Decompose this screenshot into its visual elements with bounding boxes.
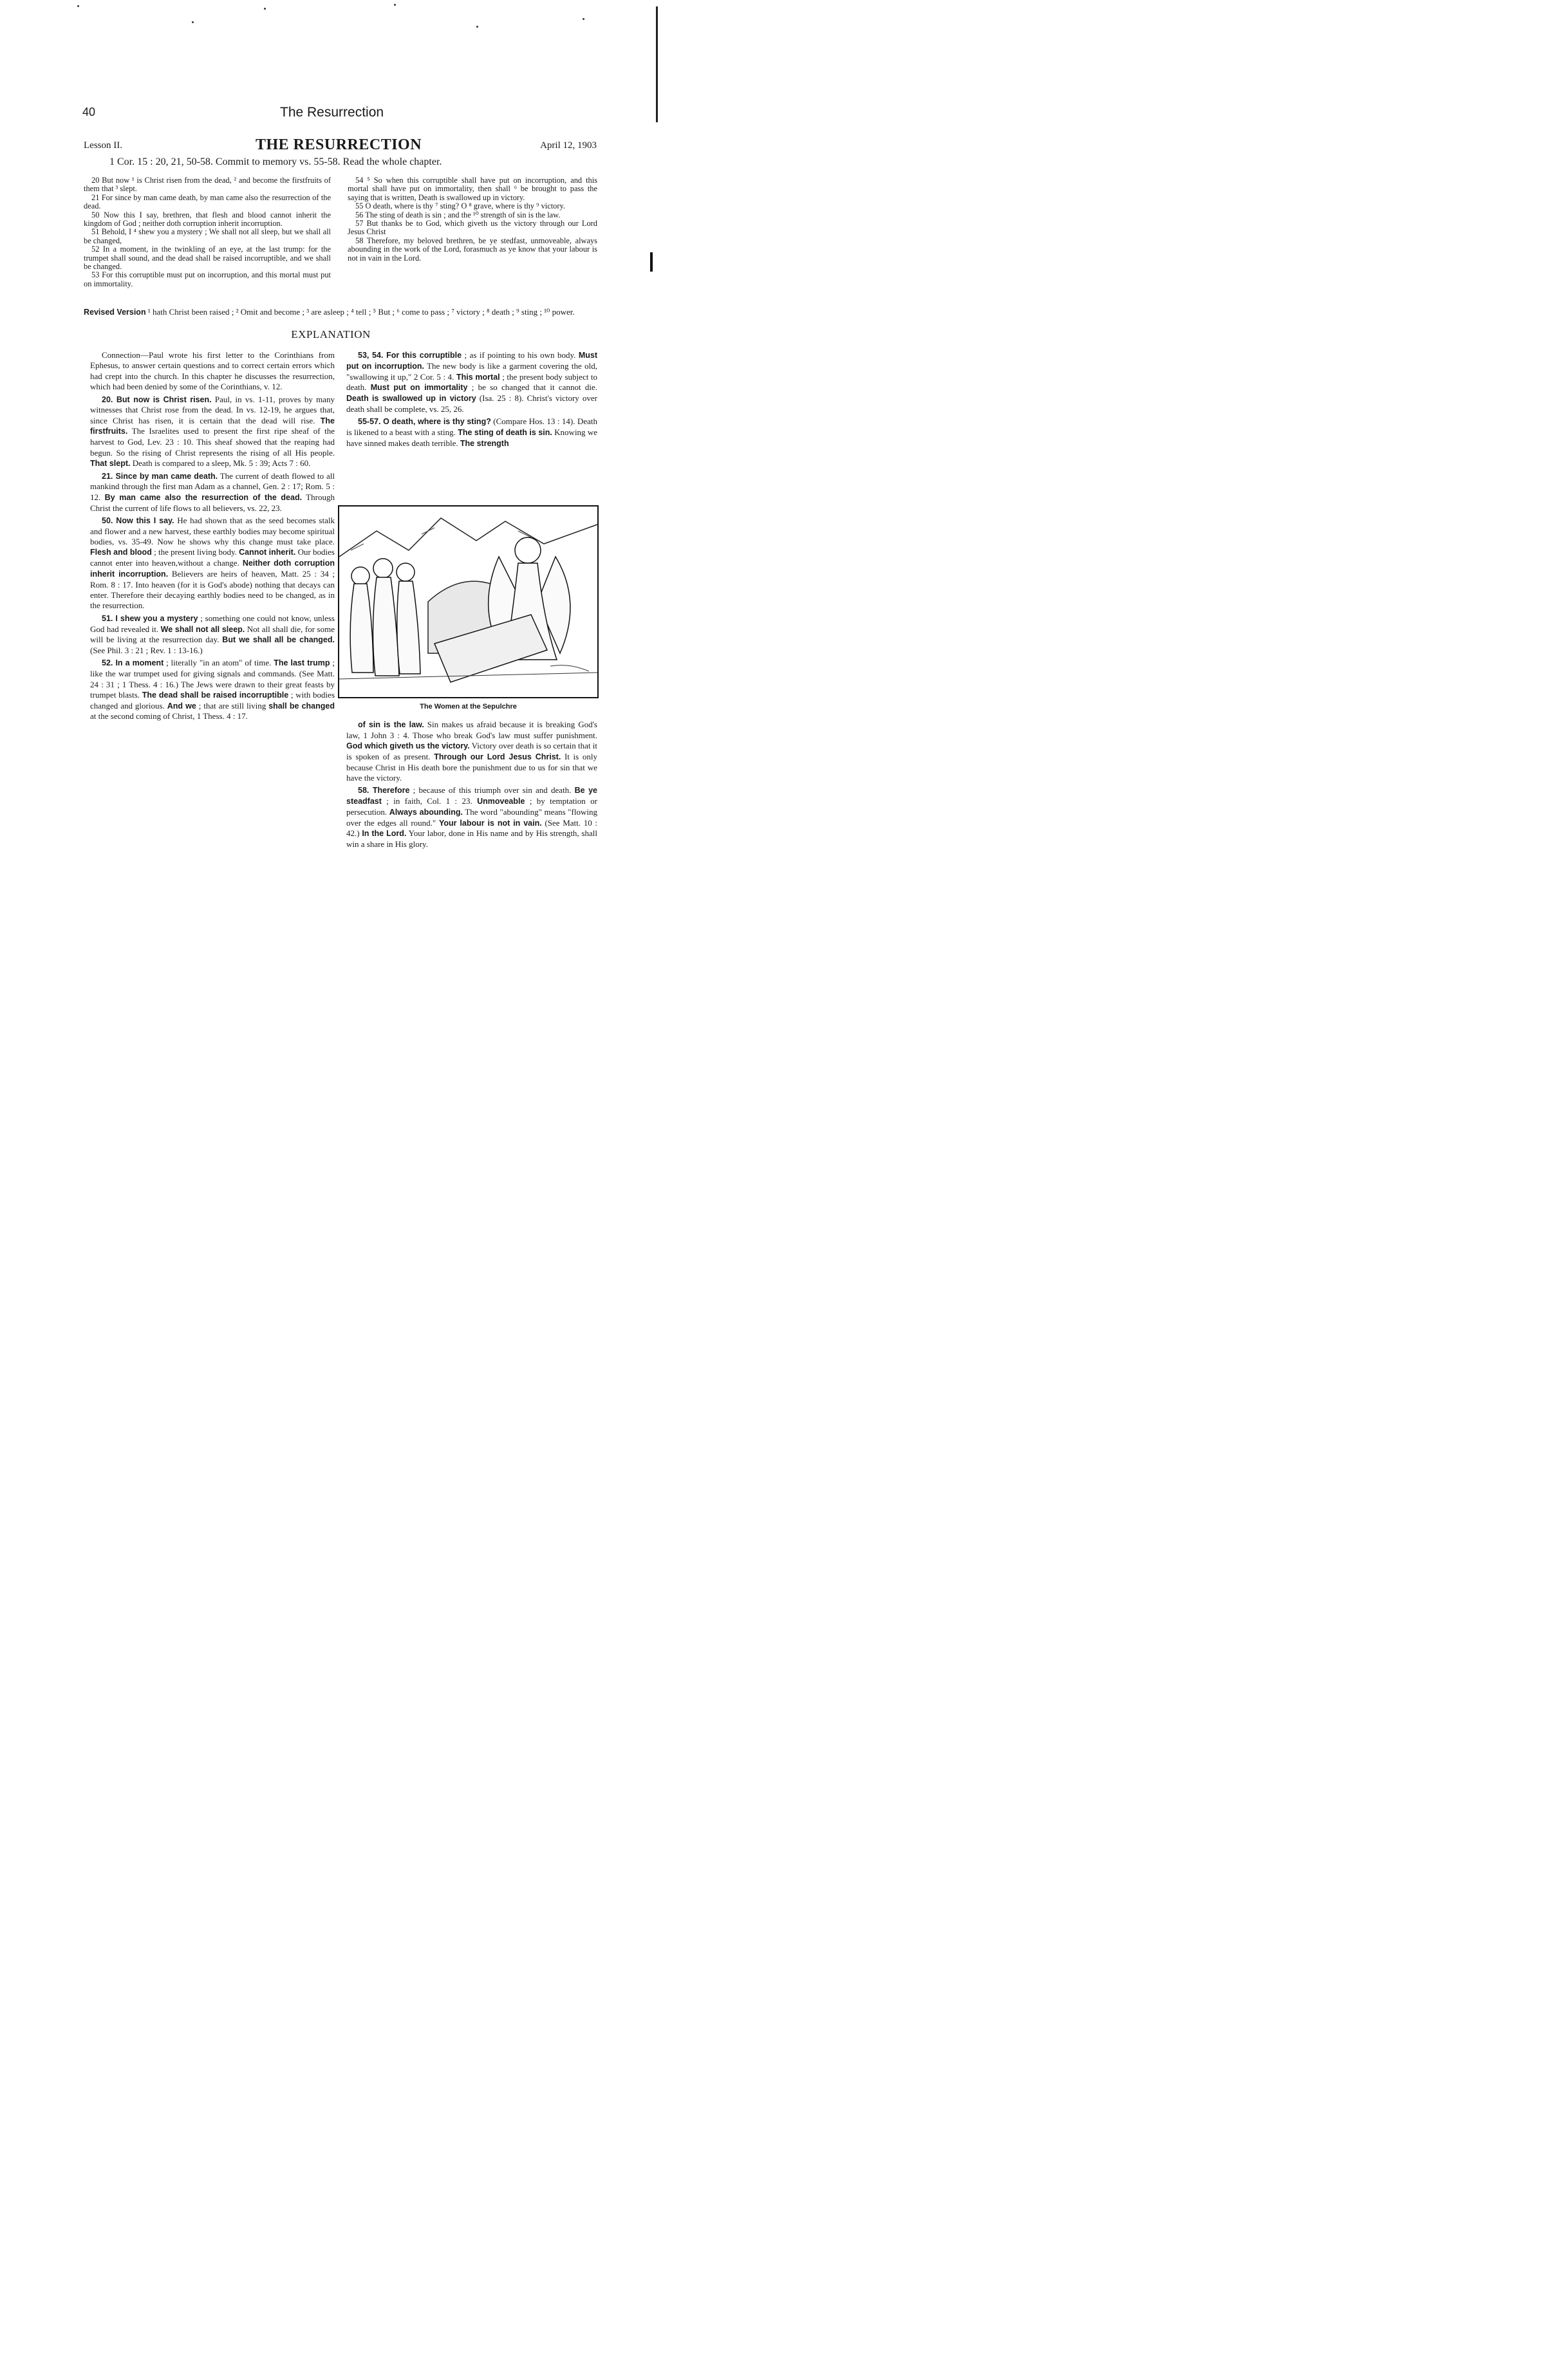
text-run: Through Christ the current of life flows to all believers, vs. 22, 23. [90,492,335,513]
bold-phrase: We shall not all sleep. [160,624,245,634]
bold-phrase: Cannot inherit. [239,548,296,557]
scripture-column-right [348,176,597,263]
bold-phrase: 53, 54. For this corruptible [358,351,462,360]
lesson-title: THE RESURRECTION [256,136,422,153]
text-run: The word "abounding" means "flowing over the edges all round." [346,806,597,828]
text-run: ; literally "in an atom" of time. [163,658,274,668]
figure-caption: The Women at the Sepulchre [420,703,517,711]
verse: 55 O death, where is thy ⁷ sting? O ⁸ grave, where is thy ⁹ victory. [355,201,565,211]
text-run: (See Phil. 3 : 21 ; Rev. 1 : 13-16.) [90,646,203,655]
revised-version-label: Revised Version [84,308,146,317]
margin-mark [650,252,653,272]
page-number: 40 [82,106,96,118]
text-run: Death is compared to a sleep, Mk. 5 : 39; Acts 7 : 60. [130,458,311,468]
lesson-heading [84,136,597,153]
text-run: at the second coming of Christ, 1 Thess. 4 : 17. [90,711,248,721]
explanation-paragraph [90,395,335,469]
verse: 54 ⁵ So when this corruptible shall have put on incorruption, and this mortal shall have put on immortality, then shall ⁶ be brought to pass the saying that is written, Death is swallowed up in victory. [348,176,597,202]
text-run: Our bodies cannot enter into heaven,without a change. [90,547,335,568]
explanation-paragraph [346,785,597,850]
verse: 20 But now ¹ is Christ risen from the dead, ² and become the firstfruits of them that ³ slept. [84,176,331,194]
explanation-paragraph [90,658,335,721]
bold-phrase: Must put on immortality [370,383,468,393]
text-run: Your labor, done in His name and by His strength, shall win a share in His glory. [346,828,597,850]
explanation-heading: EXPLANATION [291,328,371,340]
running-head [82,106,597,125]
text-run: Paul wrote his first letter to the Corinthians from Ephesus, to answer certain questions and to correct certain errors which had crept into the church. In this chapter he discusses the resurrection, which had been denied by some of the Corinthians, v. 12. [90,350,335,392]
bold-phrase: Neither doth corruption inherit incorruption. [90,559,335,579]
verse: 51 Behold, I ⁴ shew you a mystery ; We shall not all sleep, but we shall all be changed, [84,227,331,245]
scan-artifacts [0,0,662,32]
scripture-column-left [84,176,331,288]
text-run: Not all shall die, for some will be living at the resurrection day. [90,624,335,645]
bold-phrase: The dead shall be raised incorruptible [142,690,289,700]
text-run: ; because of this triumph over sin and death. [409,785,575,795]
bold-phrase: of sin is the law. [358,720,424,729]
bold-phrase: The strength [460,438,509,448]
text-run: He had shown that as the seed becomes stalk and flower and a new harvest, these earthly bodies may become spiritual bodies, vs. 35-49. Now he shows why this change must take place. [90,515,335,546]
bold-phrase: The last trump [274,658,330,668]
bold-phrase: In the Lord. [362,829,407,839]
explanation-paragraph [346,416,597,449]
explanation-paragraph [90,516,335,611]
text-run: Paul, in vs. 1-11, proves by many witnesses that Christ rose from the dead. In vs. 12-19, he argues that, since Christ has risen, it is certain that the dead will rise. [90,394,335,425]
text-run: Connection— [102,350,149,360]
bold-phrase: Your labour is not in vain. [438,818,542,828]
text-run: ; be so changed that it cannot die. [467,382,597,393]
verse: 50 Now this I say, brethren, that flesh and blood cannot inherit the kingdom of God ; neither doth corruption inherit incorruption. [84,210,331,228]
explanation-column-left [90,350,335,724]
text-run: It is only because Christ in His death bore the punishment due to us for sin that we have the victory. [346,751,597,783]
bold-phrase: By man came also the resurrection of the dead. [104,492,303,502]
bold-phrase: Flesh and blood [90,548,152,557]
verse: 57 But thanks be to God, which giveth us the victory through our Lord Jesus Christ [348,218,597,237]
sepulchre-illustration [338,505,599,698]
running-title: The Resurrection [280,105,384,120]
printed-page [0,0,662,1006]
explanation-column-right-bottom [346,720,597,852]
verse: 52 In a moment, in the twinkling of an eye, at the last trump: for the trumpet shall sound, and the dead shall be raised incorruptible, and we shall be changed. [84,245,331,271]
scan-edge-rule [656,6,658,122]
explanation-column-right-top [346,350,597,451]
revised-version-text: ¹ hath Christ been raised ; ² Omit and become ; ³ are asleep ; ⁴ tell ; ⁵ But ; ⁶ come to pass ; ⁷ victory ; ⁸ death ; ⁹ sting ; ¹⁰ power. [145,307,575,317]
verse: 56 The sting of death is sin ; and the ¹⁰ strength of sin is the law. [355,210,561,219]
text-run: (Isa. 25 : 8). Christ's victory over death shall be complete, vs. 25, 26. [346,393,597,414]
text-run: ; with bodies changed and glorious. [90,689,335,711]
bold-phrase: This mortal [456,372,500,382]
text-run: ; as if pointing to his own body. [462,350,579,360]
text-run: ; by temptation or persecution. [346,796,597,817]
verse: 58 Therefore, my beloved brethren, be ye stedfast, unmoveable, always abounding in the work of the Lord, forasmuch as ye know that your labour is not in vain in the Lord. [348,236,597,263]
bold-phrase: 50. Now this I say. [102,516,174,525]
bold-phrase: Unmoveable [477,797,525,806]
text-run: The current of death flowed to all mankind through the first man Adam as a channel, Gen. 2 : 17; Rom. 5 : 12. [90,470,335,502]
explanation-paragraph [346,350,597,414]
bold-phrase: shall be changed [268,701,335,711]
text-run: Believers are heirs of heaven, Matt. 25 : 34 ; Rom. 8 : 17. Into heaven (for it is God's abode) nothing that decays can enter. Therefore their decaying earthly bodies need to be changed, as in the resurrection. [90,568,335,611]
revised-version-notes [84,307,599,317]
bold-phrase: 52. In a moment [102,658,164,668]
text-run: (Compare Hos. 13 : 14). Death is likened to a beast with a sting. [346,416,597,437]
explanation-paragraph [346,720,597,783]
text-run: ; the present living body. [151,547,239,557]
bold-phrase: Must put on incorruption. [346,351,597,371]
scripture-references: 1 Cor. 15 : 20, 21, 50-58. Commit to memory vs. 55-58. Read the whole chapter. [109,156,442,167]
bold-phrase: But we shall all be changed. [222,635,335,645]
verse: 21 For since by man came death, by man came also the resurrection of the dead. [84,192,331,211]
bold-phrase: And we [167,701,196,711]
bold-phrase: Be ye steadfast [346,786,597,806]
lesson-label: Lesson II. [84,140,122,151]
bold-phrase: Death is swallowed up in victory [346,394,476,403]
verse: 53 For this corruptible must put on incorruption, and this mortal must put on immortality. [84,270,331,288]
bold-phrase: The sting of death is sin. [458,427,552,437]
text-run: The new body is like a garment covering the old, "swallowing it up," 2 Cor. 5 : 4. [346,360,598,382]
bold-phrase: 58. Therefore [358,786,410,795]
bold-phrase: 21. Since by man came death. [102,471,218,481]
explanation-paragraph [90,471,335,514]
text-run: ; like the war trumpet used for giving signals and commands. (See Matt. 24 : 31 ; 1 Thess. 4 : 16.) The Jews were drawn to their great feasts by trumpet blasts. [90,658,335,700]
bold-phrase: 55-57. O death, where is thy sting? [358,417,491,427]
text-run: ; that are still living [196,700,269,711]
text-run: ; in faith, Col. 1 : 23. [381,796,478,806]
bold-phrase: God which giveth us the victory. [346,741,470,751]
lesson-date: April 12, 1903 [540,140,597,151]
explanation-paragraph [90,613,335,656]
bold-phrase: 20. But now is Christ risen. [102,395,212,404]
text-run: Victory over death is so certain that it is spoken of as present. [346,741,597,761]
text-run: Knowing we have sinned makes death terrible. [346,427,597,448]
bold-phrase: 51. I shew you a mystery [102,613,198,623]
text-run: (See Matt. 10 : 42.) [346,817,598,839]
bold-phrase: The firstfruits. [90,416,335,436]
bold-phrase: That slept. [90,458,131,468]
text-run: ; something one could not know, unless God had revealed it. [90,613,335,634]
bold-phrase: Always abounding. [389,807,463,817]
text-run: ; the present body subject to death. [346,371,597,393]
explanation-paragraph [90,350,335,393]
text-run: The Israelites used to present the first ripe sheaf of the harvest to God, Lev. 23 : 10. This sheaf showed that the reaping had begun. So the rising of Christ represents the rising of all His people. [90,426,335,458]
text-run: Sin makes us afraid because it is breaking God's law, 1 John 3 : 4. Those who break God's law must suffer punishment. [346,720,597,740]
bold-phrase: Through our Lord Jesus Christ. [434,752,561,761]
